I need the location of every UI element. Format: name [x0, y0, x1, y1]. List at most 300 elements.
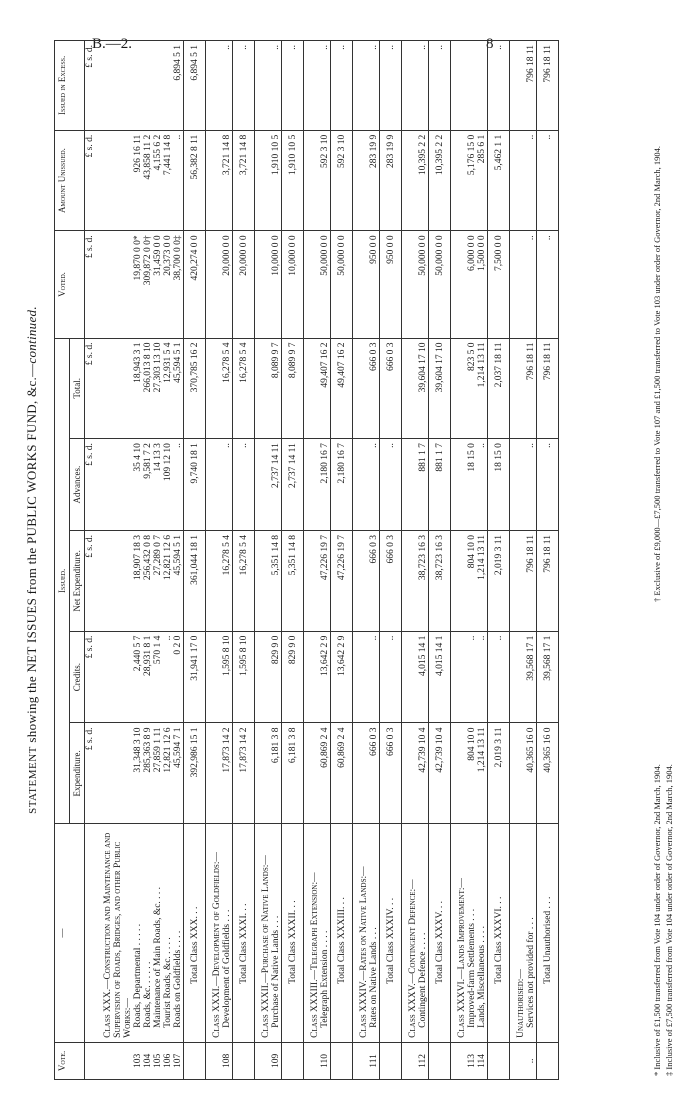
item-label: Development of Goldfields . . . [222, 824, 233, 1043]
empty-cell [451, 531, 468, 632]
table-row [133, 41, 143, 1080]
amount-adv: 881 1 7 [418, 439, 429, 531]
item-label: Maintenance of Main Roads, &c. . . . [153, 824, 163, 1043]
amount-tot: 16,278 5 4 [233, 338, 255, 439]
amount-cr: 13,642 2 9 [331, 631, 353, 723]
total-row [429, 41, 451, 1080]
voted-header: Voted. [55, 231, 85, 338]
empty-cell [353, 531, 370, 632]
amount-tot: 39,604 17 10 [429, 338, 451, 439]
amount-net: 38,723 16 3 [429, 531, 451, 632]
amount-exc: .. [271, 41, 282, 131]
vote-number [429, 1042, 451, 1079]
total-row [537, 41, 559, 1080]
amount-unis: 592 3 10 [320, 130, 331, 231]
total-label: Total Class XXXIV. . . [380, 824, 402, 1043]
expenditure-header: Expenditure. [70, 723, 85, 824]
amount-tot: 2,037 18 11 [488, 338, 510, 439]
empty-cell [451, 439, 468, 531]
vote-number: .. [526, 1042, 537, 1079]
empty-cell [402, 338, 419, 439]
class-heading-row [451, 41, 468, 1080]
amount-cr: .. [163, 631, 173, 723]
empty-cell [402, 41, 419, 131]
amount-voted: 31,459 0 0 [153, 231, 163, 338]
amount-unis: .. [173, 130, 184, 231]
amount-voted: 309,872 0 0† [143, 231, 153, 338]
amount-cr: 28,931 8 1 [143, 631, 153, 723]
table-row [143, 41, 153, 1080]
empty-cell [304, 631, 321, 723]
amount-unis: 10,395 2 2 [418, 130, 429, 231]
empty-cell [304, 41, 321, 131]
empty-cell [353, 723, 370, 824]
amount-unis: 1,910 10 5 [271, 130, 282, 231]
amount-exc [133, 41, 143, 131]
amount-tot: 266,013 8 10 [143, 338, 153, 439]
amount-tot: 796 18 11 [526, 338, 537, 439]
item-label: Tourist Roads, &c. . . . . [163, 824, 173, 1043]
item-label: Roads on Goldfields . . . . [173, 824, 184, 1043]
amount-unis: 5,176 15 0 [467, 130, 477, 231]
amount-exp: 17,873 14 2 [233, 723, 255, 824]
amount-exc: 6,894 5 1 [184, 41, 206, 131]
class-heading: Class XXXI.—Development of Goldfields:— [206, 824, 223, 1043]
amount-tot: 666 0 3 [380, 338, 402, 439]
table-row [163, 41, 173, 1080]
table-row [369, 41, 380, 1080]
total-label: Total Class XXXVI. . . [488, 824, 510, 1043]
item-label: Telegraph Extension . . . . [320, 824, 331, 1043]
amount-voted: 950 0 0 [369, 231, 380, 338]
vote-number [206, 1042, 223, 1079]
amount-exp: 60,869 2 4 [331, 723, 353, 824]
amount-exc: .. [282, 41, 304, 131]
amount-cr: 1,595 8 10 [233, 631, 255, 723]
class-heading: Class XXXV.—Contingent Defence:— [402, 824, 419, 1043]
empty-cell [451, 338, 468, 439]
empty-cell [255, 439, 272, 531]
amount-exp: 6,181 3 8 [282, 723, 304, 824]
amount-net: 18,907 18 3 [133, 531, 143, 632]
amount-voted: 10,000 0 0 [271, 231, 282, 338]
amount-adv: 109 12 10 [163, 439, 173, 531]
table-row [477, 41, 488, 1080]
amount-adv: 2,180 16 7 [331, 439, 353, 531]
empty-cell [402, 531, 419, 632]
amount-tot: 49,407 16 2 [331, 338, 353, 439]
empty-cell [402, 130, 419, 231]
credits-header: Credits. [70, 631, 85, 723]
units-row [85, 41, 98, 1080]
amount-adv: 9,740 18 1 [184, 439, 206, 531]
amount-voted: 50,000 0 0 [418, 231, 429, 338]
title-rest: showing the NET ISSUES from the PUBLIC WORKS FUND, &c.— [24, 363, 39, 743]
amount-tot: 18,943 3 1 [133, 338, 143, 439]
amount-net: 256,432 0 8 [143, 531, 153, 632]
footnote-1: * Inclusive of £1,500 transferred from Vote 104 under order of Governor, 2nd March, 1904. [652, 764, 662, 1076]
table-row [526, 41, 537, 1080]
total-label: Total Class XXXIII. . . [331, 824, 353, 1043]
empty-cell [206, 439, 223, 531]
units-label: £ s. d. [85, 231, 98, 338]
empty-cell [97, 231, 133, 338]
vote-number: 106 [163, 1042, 173, 1079]
amount-net: 804 10 0 [467, 531, 477, 632]
amount-exp: 42,739 10 4 [418, 723, 429, 824]
empty-cell [255, 41, 272, 131]
total-row [233, 41, 255, 1080]
total-row [488, 41, 510, 1080]
amount-unis: 285 6 1 [477, 130, 488, 231]
amount-voted: 950 0 0 [380, 231, 402, 338]
amount-tot: 27,303 13 10 [153, 338, 163, 439]
amount-exp: 40,365 16 0 [537, 723, 559, 824]
vote-header: Vote. [55, 1042, 85, 1079]
empty-cell [353, 41, 370, 131]
amount-cr: .. [369, 631, 380, 723]
units-label: £ s. d. [85, 338, 98, 439]
vote-number [282, 1042, 304, 1079]
empty-cell [255, 231, 272, 338]
amount-cr: .. [380, 631, 402, 723]
net-expenditure-header: Net Expenditure. [70, 531, 85, 632]
amount-cr: .. [477, 631, 488, 723]
page-reference: B.—2. [92, 36, 133, 52]
empty-cell [510, 41, 527, 131]
amount-exp: 666 0 3 [380, 723, 402, 824]
vote-number [97, 1042, 133, 1079]
amount-adv: 2,737 14 11 [282, 439, 304, 531]
amount-cr: 1,595 8 10 [222, 631, 233, 723]
amount-exc [467, 41, 477, 131]
empty-cell [510, 439, 527, 531]
table-row [418, 41, 429, 1080]
amount-exc: .. [222, 41, 233, 131]
class-heading: Unauthorised:— [510, 824, 527, 1043]
amount-net: 45,594 5 1 [173, 531, 184, 632]
vote-number: 103 [133, 1042, 143, 1079]
empty-cell [255, 338, 272, 439]
empty-cell [353, 130, 370, 231]
amount-voted: 20,000 0 0 [222, 231, 233, 338]
footnote-3: † Exclusive of £9,000—£7,500 transferred to Vote 107 and £1,500 transferred to Vote 103 under order of Governor, 2nd March, 1904. [652, 145, 662, 602]
empty-cell [304, 231, 321, 338]
amount-exp: 392,986 15 1 [184, 723, 206, 824]
empty-cell [304, 130, 321, 231]
amount-cr: 39,568 17 1 [526, 631, 537, 723]
empty-cell [97, 631, 133, 723]
units-label: £ s. d. [85, 531, 98, 632]
vote-number [304, 1042, 321, 1079]
vote-number: 110 [320, 1042, 331, 1079]
amount-exc: .. [233, 41, 255, 131]
empty-cell [451, 41, 468, 131]
vote-number: 112 [418, 1042, 429, 1079]
amount-cr: 2,440 5 7 [133, 631, 143, 723]
empty-cell [353, 631, 370, 723]
amount-cr: 829 9 0 [271, 631, 282, 723]
class-heading-row [510, 41, 527, 1080]
amount-unis: 4,155 6 2 [153, 130, 163, 231]
empty-cell [97, 338, 133, 439]
amount-unis: 592 3 10 [331, 130, 353, 231]
amount-exp: 285,363 8 9 [143, 723, 153, 824]
empty-cell [304, 439, 321, 531]
rotated-statement [20, 40, 685, 1080]
amount-net: 2,019 3 11 [488, 531, 510, 632]
empty-cell [255, 631, 272, 723]
vote-number [184, 1042, 206, 1079]
vote-number [331, 1042, 353, 1079]
amount-exp: 1,214 13 11 [477, 723, 488, 824]
empty-cell [510, 723, 527, 824]
class-heading: Class XXXVI.—Lands Improvement:— [451, 824, 468, 1043]
amount-unissued-header: Amount Unissued. [55, 130, 85, 231]
amount-net: 796 18 11 [526, 531, 537, 632]
amount-voted: .. [537, 231, 559, 338]
total-label: Total Unauthorised . . . [537, 824, 559, 1043]
class-heading: Class XXXII.—Purchase of Native Lands:— [255, 824, 272, 1043]
vote-number [488, 1042, 510, 1079]
issued-in-excess-header: Issued in Excess. [55, 41, 85, 131]
amount-exc: .. [429, 41, 451, 131]
item-label: Contingent Defence . . . . [418, 824, 429, 1043]
amount-adv: 18 15 0 [488, 439, 510, 531]
amount-tot: 823 5 0 [467, 338, 477, 439]
class-heading-row [206, 41, 223, 1080]
amount-exc [143, 41, 153, 131]
amount-exp: 40,365 16 0 [526, 723, 537, 824]
total-row [380, 41, 402, 1080]
amount-exc: .. [488, 41, 510, 131]
empty-cell [255, 130, 272, 231]
amount-cr: 4,015 14 1 [418, 631, 429, 723]
amount-tot: 370,785 16 2 [184, 338, 206, 439]
vote-number [380, 1042, 402, 1079]
empty-cell [206, 231, 223, 338]
empty-cell [255, 531, 272, 632]
amount-adv: .. [537, 439, 559, 531]
total-row [184, 41, 206, 1080]
vote-number: 104 [143, 1042, 153, 1079]
class-heading-row [304, 41, 321, 1080]
amount-net: 16,278 5 4 [233, 531, 255, 632]
empty-cell [353, 439, 370, 531]
empty-cell [402, 231, 419, 338]
amount-exc: 6,894 5 1 [173, 41, 184, 131]
class-heading-row [353, 41, 370, 1080]
amount-exc [477, 41, 488, 131]
amount-cr: 0 2 0 [173, 631, 184, 723]
amount-exc: 796 18 11 [526, 41, 537, 131]
empty-cell [402, 723, 419, 824]
amount-tot: 666 0 3 [369, 338, 380, 439]
empty-cell [510, 231, 527, 338]
issued-header: Issued. [55, 338, 70, 824]
amount-voted: 50,000 0 0 [331, 231, 353, 338]
vote-number [353, 1042, 370, 1079]
amount-voted: 6,000 0 0 [467, 231, 477, 338]
amount-voted: 1,500 0 0 [477, 231, 488, 338]
vote-number [537, 1042, 559, 1079]
amount-exp: 31,348 3 10 [133, 723, 143, 824]
item-label: Rates on Native Lands . . . [369, 824, 380, 1043]
empty-cell [255, 723, 272, 824]
amount-voted: 50,000 0 0 [429, 231, 451, 338]
amount-adv: .. [369, 439, 380, 531]
item-label: Purchase of Native Lands . . . [271, 824, 282, 1043]
empty-cell [353, 231, 370, 338]
empty-cell [402, 631, 419, 723]
amount-voted: .. [526, 231, 537, 338]
title-continued: continued. [24, 306, 39, 364]
amount-unis: 3,721 14 8 [222, 130, 233, 231]
page-number: 8 [486, 36, 494, 52]
amount-unis: 283 19 9 [369, 130, 380, 231]
amount-voted: 10,000 0 0 [282, 231, 304, 338]
amount-net: 1,214 13 11 [477, 531, 488, 632]
item-label: Roads, &c. . . . . . [143, 824, 153, 1043]
table-row [271, 41, 282, 1080]
amount-net: 666 0 3 [380, 531, 402, 632]
table-body [85, 41, 559, 1080]
units-label: £ s. d. [85, 631, 98, 723]
amount-net: 27,289 0 7 [153, 531, 163, 632]
class-heading-row [402, 41, 419, 1080]
empty-cell [510, 531, 527, 632]
amount-adv: 2,180 16 7 [320, 439, 331, 531]
amount-net: 12,821 12 6 [163, 531, 173, 632]
empty-cell [206, 41, 223, 131]
vote-number: 108 [222, 1042, 233, 1079]
amount-adv: 2,737 14 11 [271, 439, 282, 531]
amount-exp: 42,739 10 4 [429, 723, 451, 824]
vote-number [233, 1042, 255, 1079]
amount-unis: 10,395 2 2 [429, 130, 451, 231]
class-heading: Class XXXIV.—Rates on Native Lands:— [353, 824, 370, 1043]
amount-net: 47,226 19 7 [331, 531, 353, 632]
empty-cell [510, 338, 527, 439]
total-row [331, 41, 353, 1080]
total-row [282, 41, 304, 1080]
amount-cr: 31,941 17 0 [184, 631, 206, 723]
amount-adv: .. [380, 439, 402, 531]
amount-voted: 420,274 0 0 [184, 231, 206, 338]
amount-exp: 804 10 0 [467, 723, 477, 824]
vote-number: 105 [153, 1042, 163, 1079]
amount-exp: 60,869 2 4 [320, 723, 331, 824]
amount-unis: 56,382 8 11 [184, 130, 206, 231]
amount-tot: 796 18 11 [537, 338, 559, 439]
amount-exc: .. [369, 41, 380, 131]
empty-cell [206, 338, 223, 439]
amount-voted: 38,700 0 0‡ [173, 231, 184, 338]
amount-voted: 50,000 0 0 [320, 231, 331, 338]
amount-exc [153, 41, 163, 131]
class-heading: Class XXX.—Construction and Maintenance and Supervision of Roads, Bridges, and other Public Works:— [97, 824, 133, 1043]
amount-adv: 18 15 0 [467, 439, 477, 531]
amount-unis: 5,462 1 1 [488, 130, 510, 231]
amount-net: 5,351 14 8 [282, 531, 304, 632]
amount-cr: .. [467, 631, 477, 723]
vote-number: 113 [467, 1042, 477, 1079]
amount-voted: 20,373 0 0 [163, 231, 173, 338]
empty-cell [206, 723, 223, 824]
item-label: Services not provided for . . . [526, 824, 537, 1043]
item-label: Roads, Departmental . . . . . [133, 824, 143, 1043]
amount-cr: 13,642 2 9 [320, 631, 331, 723]
amount-exc: .. [380, 41, 402, 131]
amount-net: 796 18 11 [537, 531, 559, 632]
table-row [222, 41, 233, 1080]
total-header: Total. [70, 338, 85, 439]
title-lead: STATEMENT [27, 746, 39, 814]
amount-cr: 570 1 4 [153, 631, 163, 723]
amount-exc: .. [418, 41, 429, 131]
amount-exp: 17,873 14 2 [222, 723, 233, 824]
units-label: £ s. d. [85, 723, 98, 824]
amount-tot: 1,214 13 11 [477, 338, 488, 439]
vote-number: 114 [477, 1042, 488, 1079]
vote-number: 109 [271, 1042, 282, 1079]
units-label: £ s. d. [85, 439, 98, 531]
amount-adv: 9,581 7 2 [143, 439, 153, 531]
amount-exp: 27,859 1 11 [153, 723, 163, 824]
class-heading-row [97, 41, 133, 1080]
amount-unis: 7,441 14 8 [163, 130, 173, 231]
amount-tot: 45,594 5 1 [173, 338, 184, 439]
amount-tot: 8,089 9 7 [271, 338, 282, 439]
amount-net: 666 0 3 [369, 531, 380, 632]
advances-header: Advances. [70, 439, 85, 531]
amount-adv: .. [477, 439, 488, 531]
empty-cell [97, 439, 133, 531]
empty-cell [353, 338, 370, 439]
total-label: Total Class XXXV. . . [429, 824, 451, 1043]
item-label: Lands, Miscellaneous . . . . [477, 824, 488, 1043]
vote-number: 111 [369, 1042, 380, 1079]
amount-voted: 7,500 0 0 [488, 231, 510, 338]
amount-unis: .. [537, 130, 559, 231]
amount-exp: 6,181 3 8 [271, 723, 282, 824]
net-issues-table [54, 40, 559, 1080]
class-heading-row [255, 41, 272, 1080]
empty-cell [451, 631, 468, 723]
amount-net: 38,723 16 3 [418, 531, 429, 632]
amount-cr: 829 9 0 [282, 631, 304, 723]
vote-number [451, 1042, 468, 1079]
amount-adv: .. [222, 439, 233, 531]
amount-unis: 926 16 11 [133, 130, 143, 231]
amount-unis: 43,858 11 2 [143, 130, 153, 231]
units-label: £ s. d. [85, 41, 98, 131]
table-row [173, 41, 184, 1080]
amount-voted: 19,870 0 0* [133, 231, 143, 338]
amount-cr: 39,568 17 1 [537, 631, 559, 723]
amount-net: 16,278 5 4 [222, 531, 233, 632]
empty-cell [510, 631, 527, 723]
amount-exc: .. [320, 41, 331, 131]
amount-adv: .. [233, 439, 255, 531]
amount-unis: 3,721 14 8 [233, 130, 255, 231]
statement-title [24, 40, 40, 1080]
empty-cell [451, 723, 468, 824]
empty-cell [304, 338, 321, 439]
amount-tot: 12,931 5 4 [163, 338, 173, 439]
amount-exc: .. [331, 41, 353, 131]
amount-exp: 12,821 12 6 [163, 723, 173, 824]
